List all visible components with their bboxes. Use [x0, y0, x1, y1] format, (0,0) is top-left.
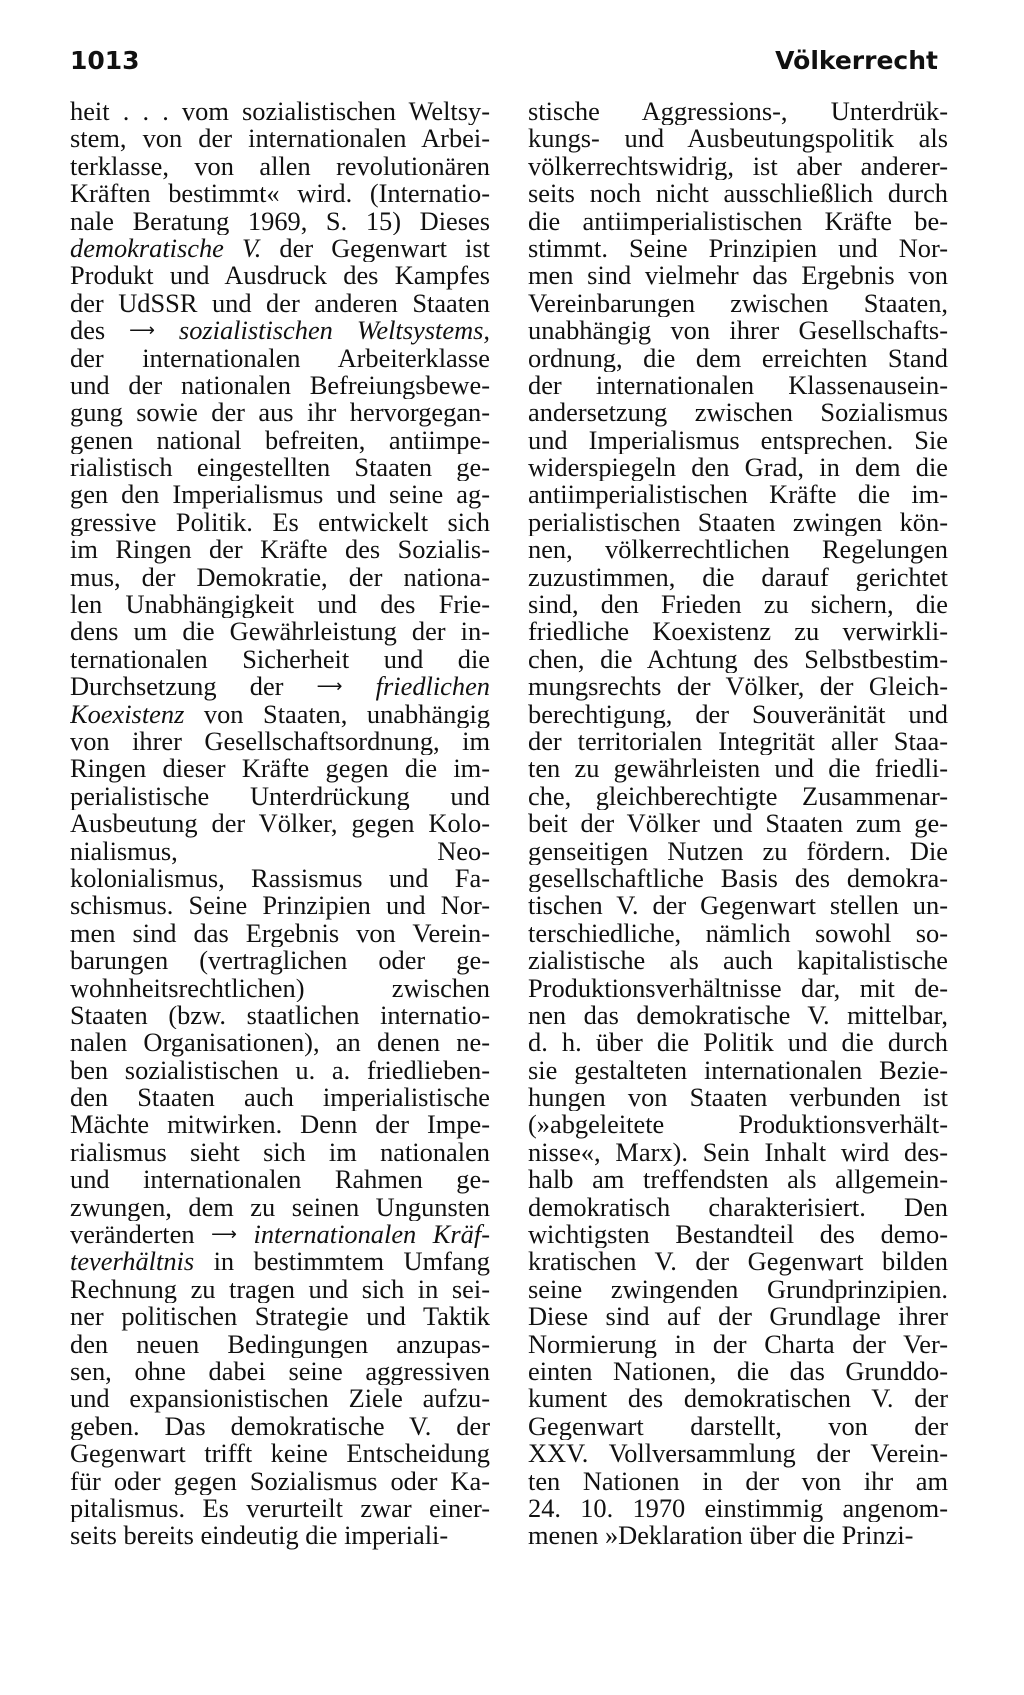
text-line: demokratisch charakterisiert. Den [528, 1193, 948, 1222]
text-line: den neuen Bedingungen anzupas- [70, 1330, 490, 1358]
text-line: kument des demokratischen V. der [528, 1385, 948, 1413]
right-text-column [528, 98, 948, 1550]
left-text-column [70, 98, 490, 1550]
text-line: berechtigung, der Souveränität und [528, 700, 948, 728]
cross-reference-term: friedlichen [375, 673, 490, 701]
text-line [70, 1221, 490, 1248]
text-line: der internationalen Klassenausein- [528, 371, 948, 400]
text-line: Ringen dieser Kräfte gegen die im- [70, 755, 490, 783]
text-line: gesellschaftliche Basis des demokra- [528, 864, 948, 893]
text-line: ner politischen Strategie und Taktik [70, 1303, 490, 1331]
text-line: Gegenwart darstellt, von der [528, 1412, 948, 1441]
text-line: Diese sind auf der Grundlage ihrer [528, 1303, 948, 1331]
text-line: men sind vielmehr das Ergebnis von [528, 262, 948, 290]
text-line: stimmt. Seine Prinzipien und Nor- [528, 234, 948, 263]
text-line: zialistische als auch kapitalistische [528, 947, 948, 975]
text-line: halb am treffendsten als allgemein- [528, 1166, 948, 1194]
text-line: stische Aggressions-, Unterdrük- [528, 98, 948, 126]
line-text: der Gegenwart ist [261, 234, 490, 263]
text-line: Produktionsverhältnisse dar, mit de- [528, 974, 948, 1002]
text-line: wichtigsten Bestandteil des demo- [528, 1221, 948, 1249]
text-line: chen, die Achtung des Selbstbestim- [528, 645, 948, 674]
text-line: terschiedliche, nämlich sowohl so- [528, 919, 948, 948]
text-line: ben sozialistischen u. a. friedlieben- [70, 1056, 490, 1085]
text-line: perialistischen Staaten zwingen kön- [528, 508, 948, 537]
text-line: rialismus sieht sich im nationalen [70, 1138, 490, 1167]
cross-reference-term: sozialistischen Weltsystems, [178, 317, 490, 345]
text-line: Normierung in der Charta der Ver- [528, 1330, 948, 1358]
text-line: der UdSSR und der anderen Staaten [70, 289, 490, 318]
emphasized-term: Koexistenz [70, 700, 185, 728]
text-line: zwungen, dem zu seinen Ungunsten [70, 1193, 490, 1222]
text-line: beit der Völker und Staaten zum ge- [528, 810, 948, 838]
text-line: kolonialismus, Rassismus und Fa- [70, 864, 490, 893]
text-line: die antiimperialistischen Kräfte be- [528, 207, 948, 235]
text-line: kratischen V. der Gegenwart bilden [528, 1248, 948, 1276]
text-line: schismus. Seine Prinzipien und Nor- [70, 892, 490, 920]
text-line: Rechnung zu tragen und sich in sei- [70, 1275, 490, 1304]
text-line: für oder gegen Sozialismus oder Ka- [70, 1467, 490, 1495]
text-line: ten zu gewährleisten und die friedli- [528, 755, 948, 783]
text-line: den Staaten auch imperialistische [70, 1084, 490, 1112]
text-line [70, 673, 490, 700]
text-line: Kräften bestimmt« wird. (Internatio- [70, 180, 490, 208]
emphasized-term: teverhältnis [70, 1248, 195, 1276]
text-line: d. h. über die Politik und die durch [528, 1029, 948, 1057]
text-line: che, gleichberechtigte Zusammenar- [528, 782, 948, 811]
text-line [70, 1248, 490, 1275]
text-line: genseitigen Nutzen zu fördern. Die [528, 837, 948, 865]
text-line: und expansionistischen Ziele aufzu- [70, 1385, 490, 1413]
text-line: seine zwingenden Grundprinzipien. [528, 1275, 948, 1304]
text-line: stem, von der internationalen Arbei- [70, 125, 490, 153]
text-line: und internationalen Rahmen ge- [70, 1166, 490, 1194]
text-line: der internationalen Arbeiterklasse [70, 344, 490, 372]
text-line: men sind das Ergebnis von Verein- [70, 919, 490, 948]
text-line: unabhängig von ihrer Gesellschafts- [528, 317, 948, 345]
text-line: und Imperialismus entsprechen. Sie [528, 426, 948, 455]
text-line: hungen von Staaten verbunden ist [528, 1084, 948, 1112]
text-line: XXV. Vollversammlung der Verein- [528, 1440, 948, 1468]
text-line [70, 701, 490, 728]
line-text: Durchsetzung der [70, 673, 317, 701]
text-line: gressive Politik. Es entwickelt sich [70, 508, 490, 537]
text-line: (»abgeleitete Produktionsverhält- [528, 1111, 948, 1139]
text-line: und der nationalen Befreiungsbewe- [70, 371, 490, 400]
text-line: nisse«, Marx). Sein Inhalt wird des- [528, 1138, 948, 1167]
text-line: geben. Das demokratische V. der [70, 1412, 490, 1441]
text-line: barungen (vertraglichen oder ge- [70, 947, 490, 975]
text-line: andersetzung zwischen Sozialismus [528, 399, 948, 427]
text-line: nen, völkerrechtlichen Regelungen [528, 536, 948, 564]
cross-reference-arrow-icon: ⟶ [129, 320, 155, 342]
cross-reference-arrow-icon: ⟶ [211, 1224, 237, 1246]
text-line: seits noch nicht ausschließlich durch [528, 180, 948, 208]
text-line: perialistische Unterdrückung und [70, 782, 490, 811]
text-line: ternationalen Sicherheit und die [70, 645, 490, 674]
text-line: friedliche Koexistenz zu verwirkli- [528, 618, 948, 646]
text-line: 24. 10. 1970 einstimmig angenom- [528, 1494, 948, 1523]
text-line: Gegenwart trifft keine Entscheidung [70, 1440, 490, 1468]
text-line: nen das demokratische V. mittelbar, [528, 1001, 948, 1030]
text-line: nialismus, Neo- [70, 837, 490, 865]
text-line: nale Beratung 1969, S. 15) Dieses [70, 207, 490, 235]
text-line: Ausbeutung der Völker, gegen Kolo- [70, 810, 490, 838]
page-number: 1013 [70, 46, 140, 75]
text-line: gung sowie der aus ihr hervorgegan- [70, 399, 490, 427]
text-line: ten Nationen in der von ihr am [528, 1467, 948, 1495]
text-line: wohnheitsrechtlichen) zwischen [70, 974, 490, 1002]
text-line: mungsrechts der Völker, der Gleich- [528, 673, 948, 701]
text-line: Mächte mitwirken. Denn der Impe- [70, 1111, 490, 1139]
running-head: Völkerrecht [775, 46, 938, 75]
text-line: dens um die Gewährleistung der in- [70, 618, 490, 646]
text-line: gen den Imperialismus und seine ag- [70, 481, 490, 509]
text-line: genen national befreiten, antiimpe- [70, 426, 490, 455]
cross-reference-term: internationalen Kräf- [253, 1221, 490, 1249]
line-text: von Staaten, unabhängig [184, 700, 490, 728]
text-line: tischen V. der Gegenwart stellen un- [528, 892, 948, 920]
text-line: zuzustimmen, die darauf gerichtet [528, 563, 948, 592]
text-line: einten Nationen, die das Grunddo- [528, 1357, 948, 1386]
text-line: terklasse, von allen revolutionären [70, 152, 490, 181]
text-line: rialistisch eingestellten Staaten ge- [70, 454, 490, 482]
text-line: widerspiegeln den Grad, in dem die [528, 454, 948, 482]
text-line: sie gestalteten internationalen Bezie- [528, 1056, 948, 1085]
cross-reference-arrow-icon: ⟶ [316, 676, 343, 698]
text-line: Vereinbarungen zwischen Staaten, [528, 289, 948, 318]
text-line: menen »Deklaration über die Prinzi- [528, 1522, 914, 1550]
text-line: ordnung, die dem erreichten Stand [528, 344, 948, 372]
text-line [70, 235, 490, 262]
text-line: len Unabhängigkeit und des Frie- [70, 591, 490, 619]
text-line: der territorialen Integrität aller Staa- [528, 727, 948, 756]
line-text: in bestimmtem Umfang [194, 1248, 490, 1276]
text-line: antiimperialistischen Kräfte die im- [528, 481, 948, 509]
text-line: Staaten (bzw. staatlichen internatio- [70, 1001, 490, 1030]
text-line: seits bereits eindeutig die imperiali- [70, 1522, 449, 1550]
text-line: Produkt und Ausdruck des Kampfes [70, 262, 490, 290]
text-line: nalen Organisationen), an denen ne- [70, 1029, 490, 1057]
text-line: pitalismus. Es verurteilt zwar einer- [70, 1494, 490, 1523]
text-line: sind, den Frieden zu sichern, die [528, 591, 948, 619]
text-line: im Ringen der Kräfte des Sozialis- [70, 536, 490, 564]
line-text: des [70, 317, 130, 345]
text-line: kungs- und Ausbeutungspolitik als [528, 125, 948, 153]
text-line: sen, ohne dabei seine aggressiven [70, 1357, 490, 1386]
page-header [70, 46, 938, 86]
text-line [70, 317, 490, 344]
text-line: völkerrechtswidrig, ist aber anderer- [528, 152, 948, 181]
text-line: mus, der Demokratie, der nationa- [70, 563, 490, 592]
text-line: von ihrer Gesellschaftsordnung, im [70, 727, 490, 756]
text-line: heit . . . vom sozialistischen Weltsy- [70, 98, 490, 126]
emphasized-term: demokratische V. [70, 234, 262, 263]
line-text: veränderten [70, 1221, 212, 1249]
